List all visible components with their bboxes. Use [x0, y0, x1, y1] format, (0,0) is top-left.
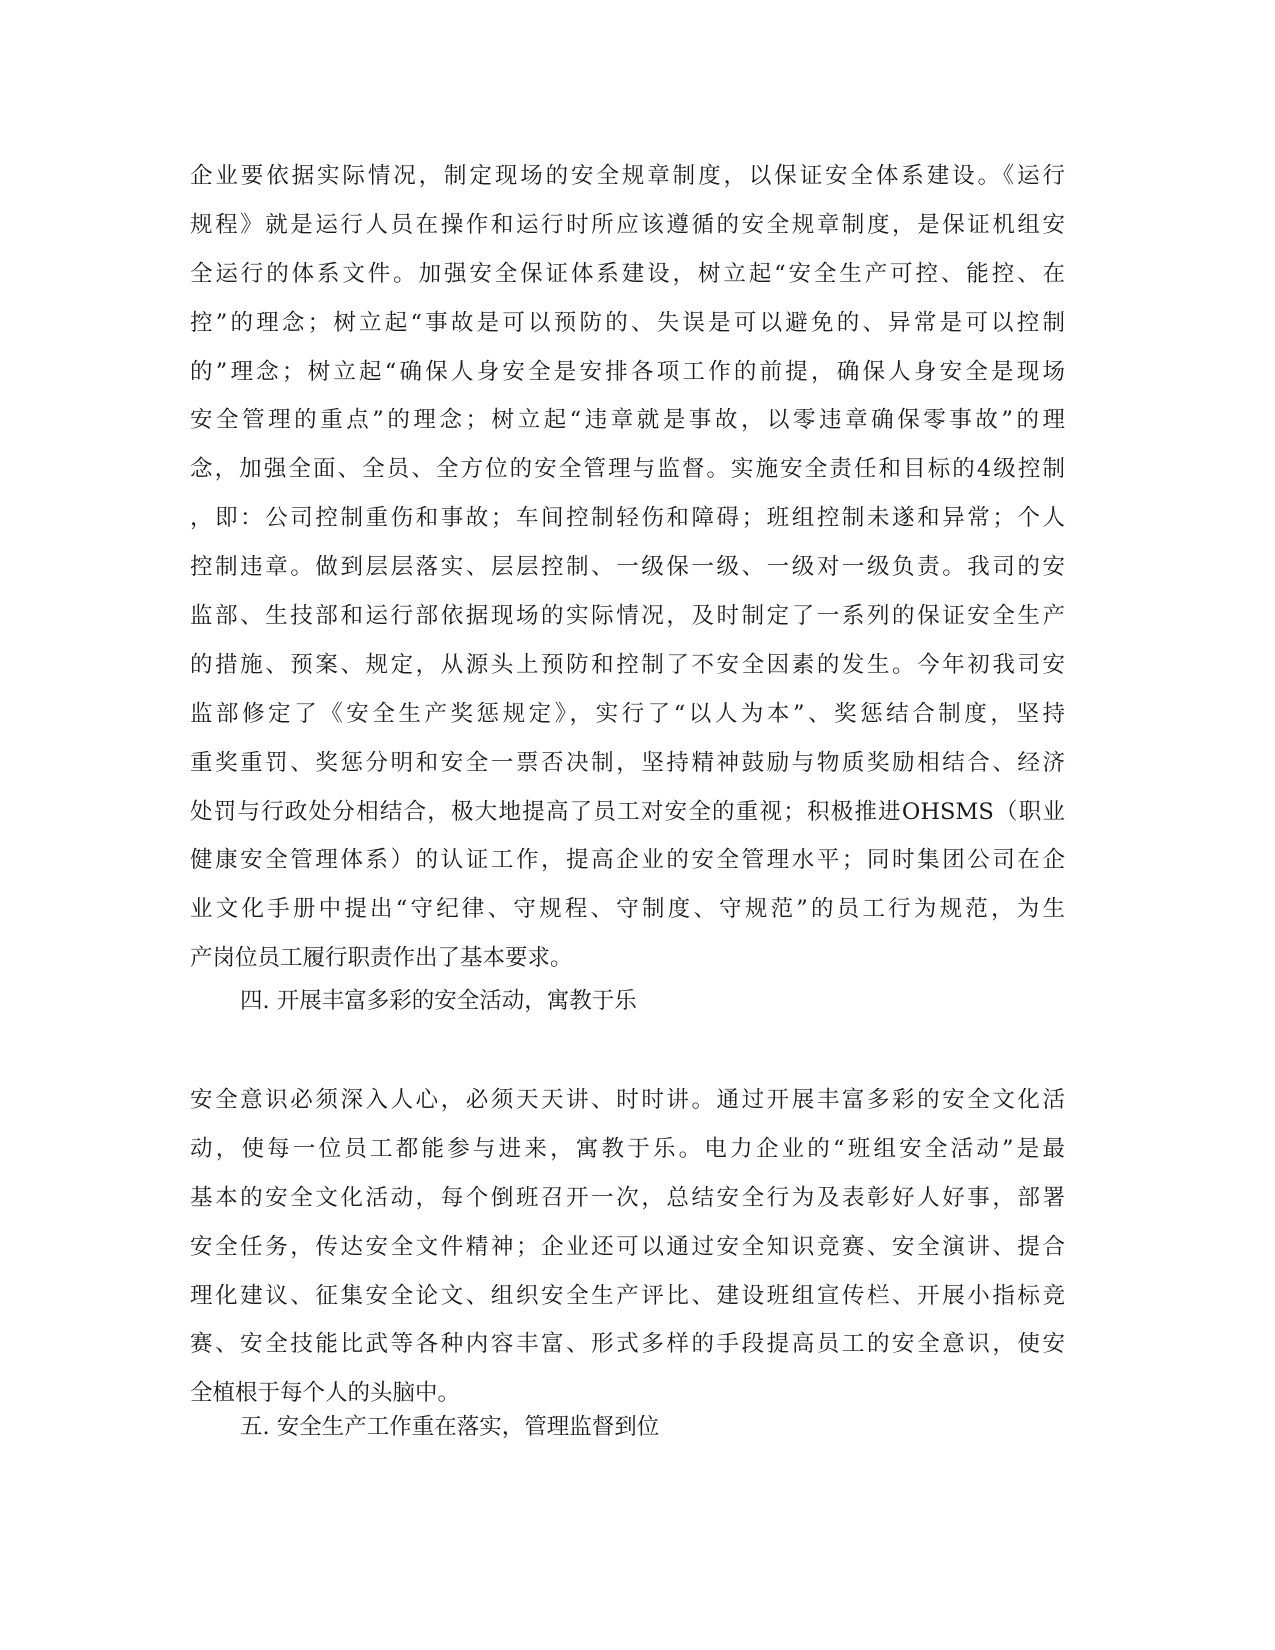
paragraph-line: 的措施、预案、规定，从源头上预防和控制了不安全因素的发生。今年初我司安 [190, 651, 1065, 678]
paragraph-line: ，即：公司控制重伤和事故；车间控制轻伤和障碍；班组控制未遂和异常；个人 [190, 505, 1065, 532]
section-heading-4: 四. 开展丰富多彩的安全活动，寓教于乐 [240, 988, 637, 1014]
paragraph-line: 理化建议、征集安全论文、组织安全生产评比、建设班组宣传栏、开展小指标竞 [190, 1282, 1065, 1309]
paragraph-line: 控制违章。做到层层落实、层层控制、一级保一级、一级对一级负责。我司的安 [190, 554, 1065, 581]
paragraph-line: 企业要依据实际情况，制定现场的安全规章制度，以保证安全体系建设。《运行 [190, 163, 1065, 189]
paragraph-line: 监部修定了《安全生产奖惩规定》，实行了“以人为本”、奖惩结合制度，坚持 [190, 700, 1065, 727]
paragraph-line: 全植根于每个人的头脑中。 [190, 1380, 461, 1407]
paragraph-line: 业文化手册中提出“守纪律、守规程、守制度、守规范”的员工行为规范，为生 [190, 896, 1065, 923]
paragraph-safety-activities [190, 1076, 1065, 1418]
paragraph-line: 重奖重罚、奖惩分明和安全一票否决制，坚持精神鼓励与物质奖励相结合、经济 [190, 749, 1065, 776]
paragraph-line: 基本的安全文化活动，每个倒班召开一次，总结安全行为及表彰好人好事，部署 [190, 1184, 1065, 1211]
paragraph-line: 念，加强全面、全员、全方位的安全管理与监督。实施安全责任和目标的4级控制 [190, 456, 1065, 483]
paragraph-line: 全运行的体系文件。加强安全保证体系建设，树立起“安全生产可控、能控、在 [190, 260, 1065, 287]
paragraph-line: 产岗位员工履行职责作出了基本要求。 [190, 945, 573, 972]
paragraph-line: 安全管理的重点”的理念；树立起“违章就是事故，以零违章确保零事故”的理 [190, 407, 1065, 434]
paragraph-line: 规程》就是运行人员在操作和运行时所应该遵循的安全规章制度，是保证机组安 [190, 211, 1065, 238]
paragraph-line: 赛、安全技能比武等各种内容丰富、形式多样的手段提高员工的安全意识，使安 [190, 1331, 1065, 1358]
paragraph-line: 控”的理念；树立起“事故是可以预防的、失误是可以避免的、异常是可以控制 [190, 309, 1065, 336]
paragraph-line: 健康安全管理体系）的认证工作，提高企业的安全管理水平；同时集团公司在企 [190, 847, 1065, 874]
paragraph-line: 动，使每一位员工都能参与进来，寓教于乐。电力企业的“班组安全活动”是最 [190, 1135, 1065, 1162]
paragraph-line: 安全任务，传达安全文件精神；企业还可以通过安全知识竞赛、安全演讲、提合 [190, 1233, 1065, 1260]
paragraph-safety-rules [190, 152, 1065, 983]
section-heading-5: 五. 安全生产工作重在落实，管理监督到位 [240, 1414, 660, 1440]
paragraph-line: 安全意识必须深入人心，必须天天讲、时时讲。通过开展丰富多彩的安全文化活 [190, 1087, 1065, 1113]
paragraph-line: 处罚与行政处分相结合，极大地提高了员工对安全的重视；积极推进OHSMS（职业 [190, 798, 1065, 825]
paragraph-line: 监部、生技部和运行部依据现场的实际情况，及时制定了一系列的保证安全生产 [190, 603, 1065, 630]
paragraph-line: 的”理念；树立起“确保人身安全是安排各项工作的前提，确保人身安全是现场 [190, 358, 1065, 385]
